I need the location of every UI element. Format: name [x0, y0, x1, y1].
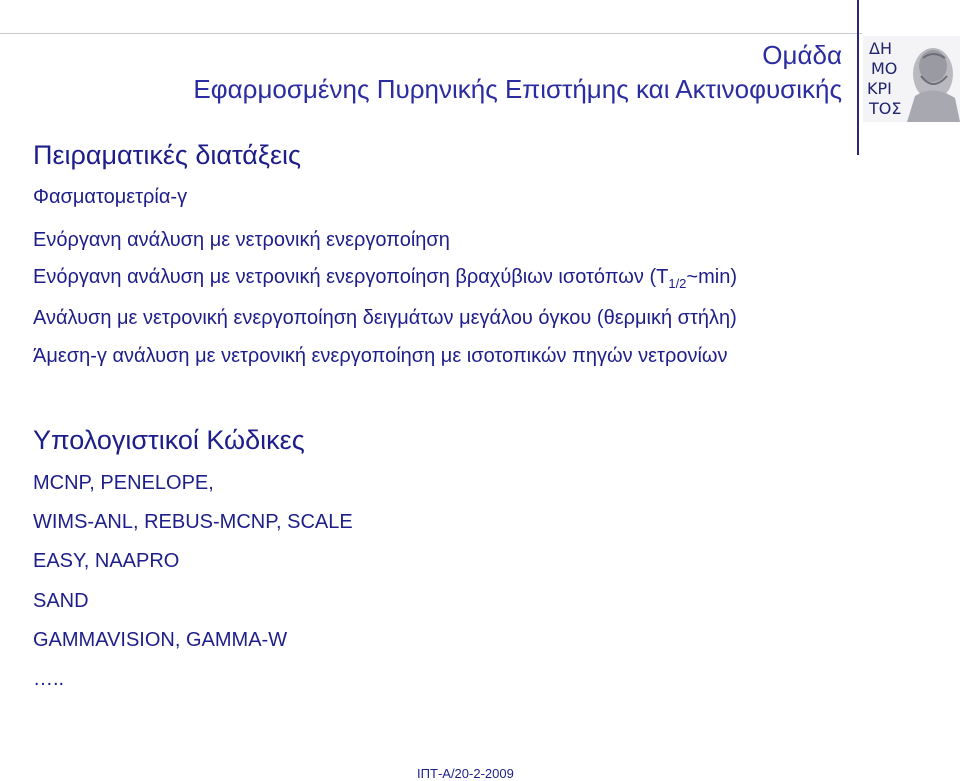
- experimental-item: Ανάλυση με νετρονική ενεργοποίηση δειγμάτων μεγάλου όγκου (θερμική στήλη): [33, 307, 737, 329]
- university-logo-icon: [863, 36, 960, 122]
- code-item: SAND: [33, 590, 89, 612]
- experimental-heading: Πειραματικές διατάξεις: [33, 140, 302, 170]
- experimental-item: Άμεση-γ ανάλυση με νετρονική ενεργοποίηση με ισοτοπικών πηγών νετρονίων: [33, 345, 728, 367]
- half-life-subscript: 1/2: [668, 276, 687, 291]
- code-item: WIMS-ANL, REBUS-MCNP, SCALE: [33, 511, 353, 533]
- footer-code: ΙΠΤ-Α/20-2-2009: [417, 766, 514, 781]
- short-lived-prefix: Ενόργανη ανάλυση με νετρονική ενεργοποίηση βραχύβιων ισοτόπων (T: [33, 266, 669, 288]
- logo-text-3: ΚΡΙ: [867, 79, 892, 98]
- computational-heading: Υπολογιστικοί Κώδικες: [33, 425, 305, 455]
- experimental-item-short-lived: [33, 266, 737, 291]
- group-title: [193, 38, 842, 106]
- logo-text-1: ΔΗ: [869, 39, 892, 58]
- code-item: …..: [33, 668, 65, 690]
- group-title-line2: Εφαρμοσμένης Πυρηνικής Επιστήμης και Ακτινοφυσικής: [193, 74, 842, 104]
- header-divider: [0, 33, 862, 34]
- code-item: EASY, NAAPRO: [33, 550, 180, 572]
- code-item: GAMMAVISION, GAMMA-W: [33, 629, 288, 651]
- code-item: MCNP, PENELOPE,: [33, 472, 214, 494]
- experimental-item: Φασματομετρία-γ: [33, 186, 188, 208]
- logo-text-2: ΜΟ: [871, 59, 898, 78]
- vertical-divider: [857, 0, 859, 155]
- group-title-line1: Ομάδα: [762, 40, 842, 70]
- short-lived-suffix: ~min): [686, 266, 737, 288]
- logo-text-4: ΤΟΣ: [869, 99, 902, 118]
- experimental-item: Ενόργανη ανάλυση με νετρονική ενεργοποίηση: [33, 229, 450, 251]
